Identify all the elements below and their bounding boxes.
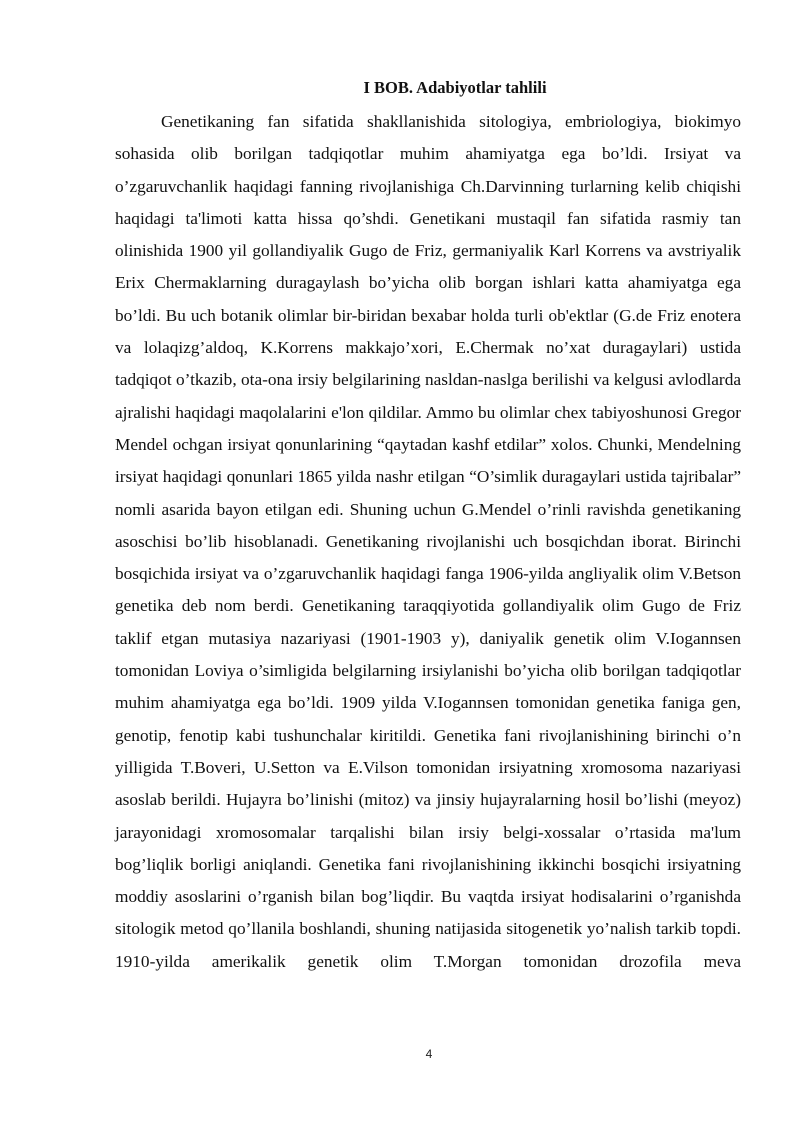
page-number: 4 xyxy=(425,1047,433,1061)
body-paragraph: Genetikaning fan sifatida shakllanishida sitologiya, embriologiya, biokimyo sohasida olib borilgan tadqiqotlar muhim ahamiyatga ega bo’ldi. Irsiyat va o’zgaruvchanlik haqidagi fanning rivojlanishiga Ch.Darvinning turlarning kelib chiqishi haqidagi ta'limoti katta hissa qo’shdi. Genetikani mustaqil fan sifatida rasmiy tan olinishida 1900 yil gollandiyalik Gugo de Friz, germaniyalik Karl Korrens va avstriyalik Erix Chermaklarning duragaylash bo’yicha olib borgan ishlari katta ahamiyatga ega bo’ldi. Bu uch botanik olimlar bir-biridan bexabar holda turli ob'ektlar (G.de Friz enotera va lolaqizg’aldoq, K.Korrens makkajo’xori, E.Chermak no’xat duragaylari) ustida tadqiqot o’tkazib, ota-ona irsiy belgilarining nasldan-naslga berilishi va kelgusi avlodlarda ajralishi haqidagi maqolalarini e'lon qildilar. Ammo bu olimlar chex tabiyoshunosi Gregor Mendel ochgan irsiyat qonunlarining “qaytadan kashf etdilar” xolos. Chunki, Mendelning irsiyat haqidagi qonunlari 1865 yilda nashr etilgan “O’simlik duragaylari ustida tajribalar” nomli asarida bayon etilgan edi. Shuning uchun G.Mendel o’rinli ravishda genetikaning asoschisi bo’lib hisoblanadi. Genetikaning rivojlanishi uch bosqichdan iborat. Birinchi bosqichida irsiyat va o’zgaruvchanlik haqidagi fanga 1906-yilda angliyalik olim V.Betson genetika deb nom berdi. Genetikaning taraqqiyotida gollandiyalik olim Gugo de Friz taklif etgan mutasiya nazariyasi (1901-1903 y), daniyalik genetik olim V.Iogannsen tomonidan Loviya o’simligida belgilarning irsiylanishi bo’yicha olib borilgan tadqiqotlar muhim ahamiyatga ega bo’ldi. 1909 yilda V.Iogannsen tomonidan genetika faniga gen, genotip, fenotip kabi tushunchalar kiritildi. Genetika fani rivojlanishining birinchi o’n yilligida T.Boveri, U.Setton va E.Vilson tomonidan irsiyatning xromosoma nazariyasi asoslab berildi. Hujayra bo’linishi (mitoz) va jinsiy hujayralarning hosil bo’lishi (meyoz) jarayonidagi xromosomalar tarqalishi bilan irsiy belgi-xossalar o’rtasida ma'lum bog’liqlik borligi aniqlandi. Genetika fani rivojlanishining ikkinchi bosqichi irsiyatning moddiy asoslarini o’rganish bilan bog’liqdir. Bu vaqtda irsiyat hodisalarini o’rganishda sitologik metod qo’llanila boshlandi, shuning natijasida sitogenetik yo’nalish tarkib topdi. 1910-yilda amerikalik genetik olim T.Morgan tomonidan drozofila meva xyxy=(115,112,741,971)
chapter-heading: I BOB. Adabiyotlar tahlili xyxy=(363,78,547,97)
